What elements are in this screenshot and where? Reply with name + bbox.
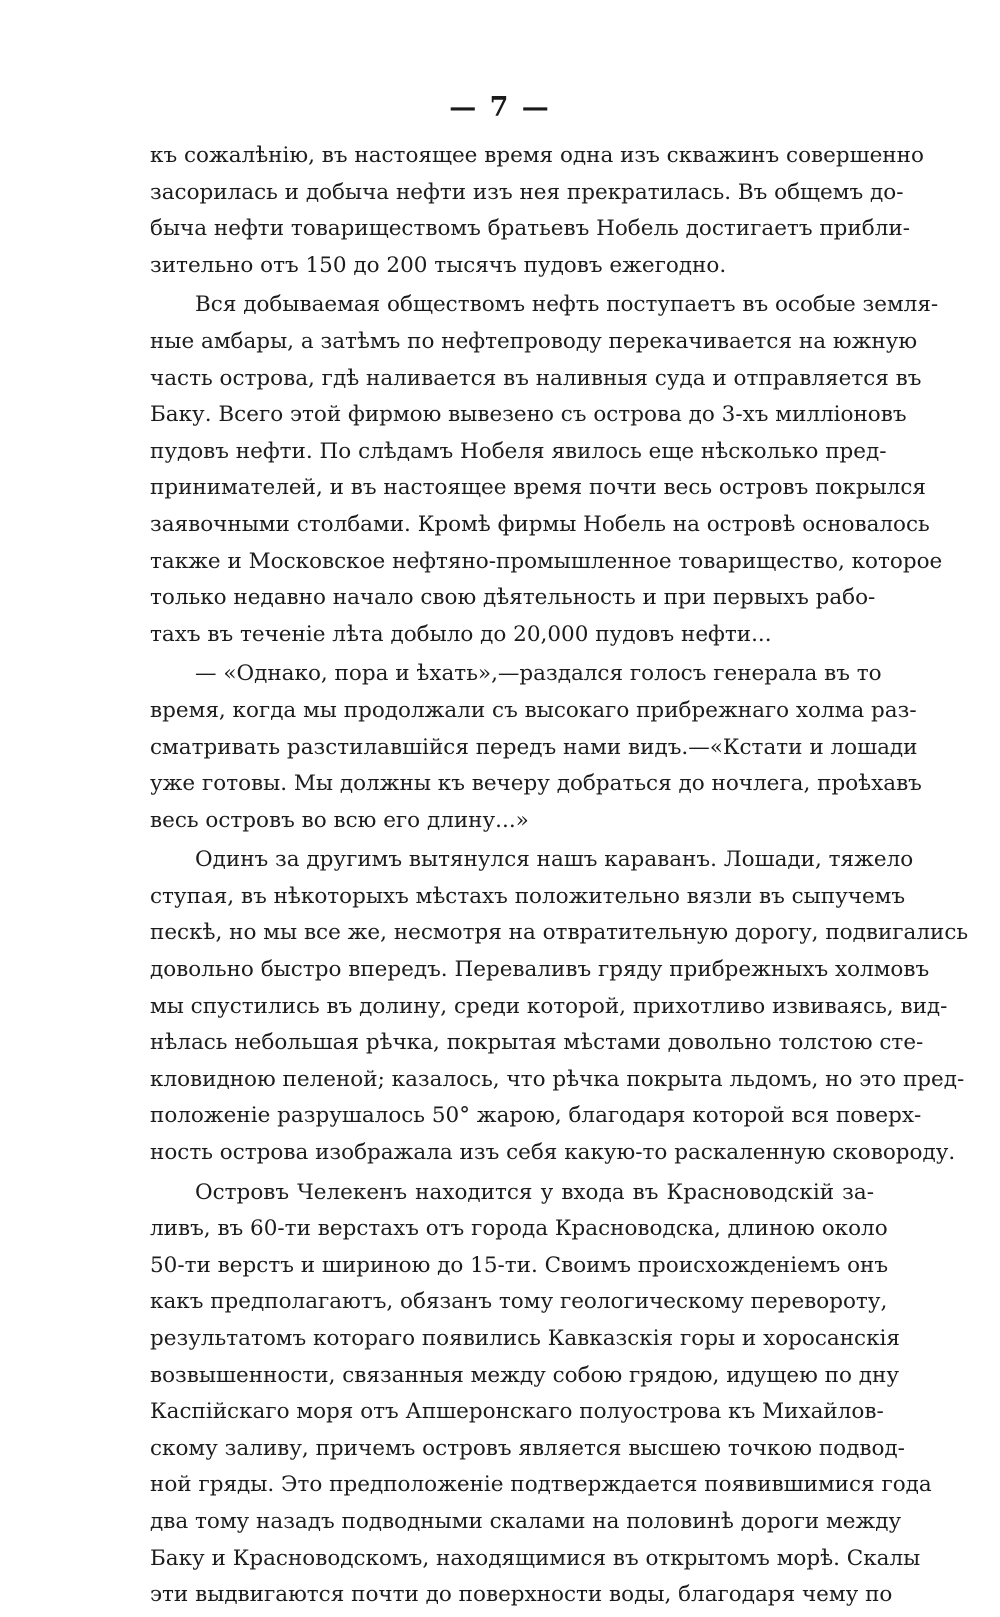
text-line: зительно отъ 150 до 200 тысячъ пудовъ ежегодно. <box>150 252 727 278</box>
text-line: къ сожалѣнію, въ настоящее время одна изъ скважинъ совершенно <box>150 143 924 168</box>
text-line: ливъ, въ 60-ти верстахъ отъ города Красноводска, длиною около <box>150 1216 888 1242</box>
text-line: ной гряды. Это предположеніе подтверждается появившимися года <box>150 1472 932 1498</box>
paragraph-5 <box>150 1175 932 1614</box>
text-line: довольно быстро впередъ. Переваливъ гряду прибрежныхъ холмовъ <box>150 957 930 983</box>
text-line: тахъ въ теченіе лѣта добыло до 20,000 пудовъ нефти... <box>150 621 772 647</box>
text-line: время, когда мы продолжали съ высокаго прибрежнаго холма раз- <box>150 697 917 723</box>
text-line: также и Московское нефтяно-промышленное товарищество, которое <box>150 548 943 574</box>
paragraph-4 <box>150 842 969 1171</box>
text-line: пудовъ нефти. По слѣдамъ Нобеля явилось еще нѣсколько пред- <box>150 438 887 464</box>
text-line: только недавно начало свою дѣятельность и при первыхъ рабо- <box>150 585 876 611</box>
text-line: быча нефти товариществомъ братьевъ Нобель достигаетъ прибли- <box>150 216 910 242</box>
text-line: возвышенности, связанныя между собою грядою, идущею по дну <box>150 1362 900 1388</box>
text-line: Каспійскаго моря отъ Апшеронскаго полуострова къ Михайлов- <box>150 1399 884 1425</box>
paragraph-1 <box>150 138 924 284</box>
text-line: эти выдвигаются почти до поверхности воды, благодаря чему по <box>150 1582 893 1608</box>
text-line: 50-ти верстъ и шириною до 15-ти. Своимъ происхожденіемъ онъ <box>150 1252 889 1278</box>
paragraph-3 <box>150 656 922 839</box>
text-line: нѣлась небольшая рѣчка, покрытая мѣстами довольно толстою сте- <box>150 1030 924 1056</box>
text-line: весь островъ во всю его длину...» <box>150 807 529 833</box>
text-line: ступая, въ нѣкоторыхъ мѣстахъ положительно вязли въ сыпучемъ <box>150 883 906 909</box>
text-line: заявочными столбами. Кромѣ фирмы Нобель на островѣ основалось <box>150 511 930 537</box>
text-line: Островъ Челекенъ находится у входа въ Красноводскій за- <box>195 1179 874 1205</box>
text-line: уже готовы. Мы должны къ вечеру добраться до ночлега, проѣхавъ <box>150 771 922 797</box>
text-line: скому заливу, причемъ островъ является высшею точкою подвод- <box>150 1435 905 1461</box>
text-line: какъ предполагаютъ, обязанъ тому геологическому перевороту, <box>150 1289 888 1315</box>
text-line: сматривать разстилавшійся передъ нами видъ.—«Кстати и лошади <box>150 734 918 760</box>
text-line: Баку. Всего этой фирмою вывезено съ острова до 3-хъ милліоновъ <box>150 402 907 428</box>
text-line: Вся добываемая обществомъ нефть поступаетъ въ особые земля- <box>195 292 939 318</box>
text-line: засорилась и добыча нефти изъ нея прекратилась. Въ общемъ до- <box>150 179 904 205</box>
text-line: ность острова изображала изъ себя какую-то раскаленную сковороду. <box>150 1140 956 1166</box>
text-line: положеніе разрушалось 50° жарою, благодаря которой вся поверх- <box>150 1103 922 1129</box>
text-line: Одинъ за другимъ вытянулся нашъ караванъ. Лошади, тяжело <box>195 847 914 873</box>
text-line: пескѣ, но мы все же, несмотря на отвратительную дорогу, подвигались <box>150 920 969 946</box>
text-line: мы спустились въ долину, среди которой, прихотливо извиваясь, вид- <box>150 993 948 1019</box>
text-line: два тому назадъ подводными скалами на половинѣ дороги между <box>150 1508 902 1534</box>
body-text <box>150 138 969 1617</box>
text-line: результатомъ котораго появились Кавказскія горы и хоросанскія <box>150 1326 900 1351</box>
text-line: кловидною пеленой; казалось, что рѣчка покрыта льдомъ, но это пред- <box>150 1066 965 1092</box>
text-line: Баку и Красноводскомъ, находящимися въ открытомъ морѣ. Скалы <box>150 1545 921 1571</box>
text-line: ные амбары, а затѣмъ по нефтепроводу перекачивается на южную <box>150 328 918 354</box>
text-line: часть острова, гдѣ наливается въ наливныя суда и отправляется въ <box>150 365 922 391</box>
paragraph-2 <box>150 287 943 653</box>
text-line: — «Однако, пора и ѣхать»,—раздался голосъ генерала въ то <box>195 661 882 687</box>
text-line: принимателей, и въ настоящее время почти весь островъ покрылся <box>150 475 926 501</box>
page-number: — 7 — <box>449 92 551 123</box>
